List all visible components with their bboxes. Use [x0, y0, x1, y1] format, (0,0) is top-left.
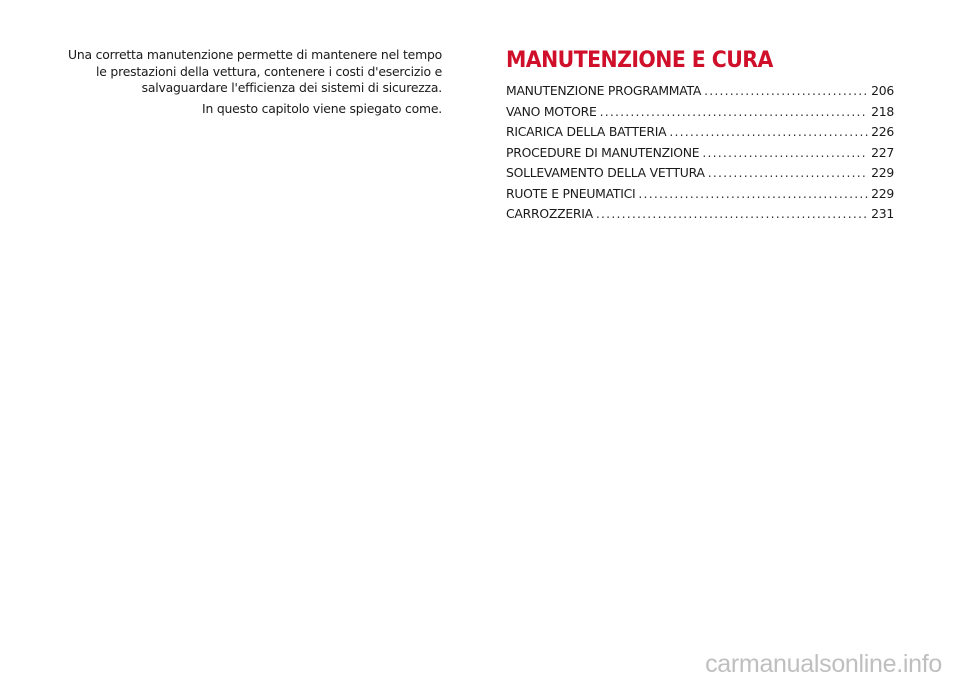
intro-paragraph: Una corretta manutenzione permette di mantenere nel tempo le prestazioni della vettura, contenere i costi d'esercizio e salvaguardare l'efficienza dei sistemi di sicurezza. — [68, 47, 442, 95]
toc-entry-page: 229 — [871, 185, 894, 201]
toc-entry-label: PROCEDURE DI MANUTENZIONE — [506, 144, 700, 160]
toc-leader-dots — [704, 83, 868, 98]
toc-entry[interactable] — [506, 124, 894, 145]
toc-entry-label: VANO MOTORE — [506, 103, 597, 119]
toc-leader-dots — [600, 104, 869, 119]
chapter-intro — [60, 47, 442, 117]
toc-leader-dots — [669, 124, 868, 139]
toc-entry[interactable] — [506, 206, 894, 227]
toc-entry-label: RICARICA DELLA BATTERIA — [506, 124, 667, 139]
toc-entry-page: 206 — [871, 83, 894, 98]
toc-entry-page: 218 — [871, 103, 894, 119]
toc-entry-page: 231 — [871, 206, 894, 221]
toc-leader-dots — [702, 145, 868, 160]
toc-entry[interactable] — [506, 104, 894, 125]
toc-entry-label: CARROZZERIA — [506, 206, 593, 221]
toc-entry-label: RUOTE E PNEUMATICI — [506, 185, 636, 201]
toc-entry[interactable] — [506, 145, 894, 166]
watermark-text: carmanualsonline.info — [705, 650, 942, 678]
table-of-contents — [506, 83, 894, 227]
toc-entry-label: SOLLEVAMENTO DELLA VETTURA — [506, 165, 705, 180]
toc-entry-page: 229 — [871, 165, 894, 180]
toc-entry-page: 226 — [871, 124, 894, 139]
toc-entry[interactable] — [506, 186, 894, 207]
toc-entry-page: 227 — [871, 144, 894, 160]
toc-leader-dots — [638, 186, 868, 201]
toc-entry-label: MANUTENZIONE PROGRAMMATA — [506, 83, 702, 98]
toc-leader-dots — [596, 206, 868, 221]
toc-entry[interactable] — [506, 83, 894, 104]
toc-entry[interactable] — [506, 165, 894, 186]
toc-leader-dots — [708, 165, 868, 180]
intro-paragraph-closing: In questo capitolo viene spiegato come. — [202, 100, 442, 116]
chapter-title: MANUTENZIONE E CURA — [506, 48, 773, 73]
